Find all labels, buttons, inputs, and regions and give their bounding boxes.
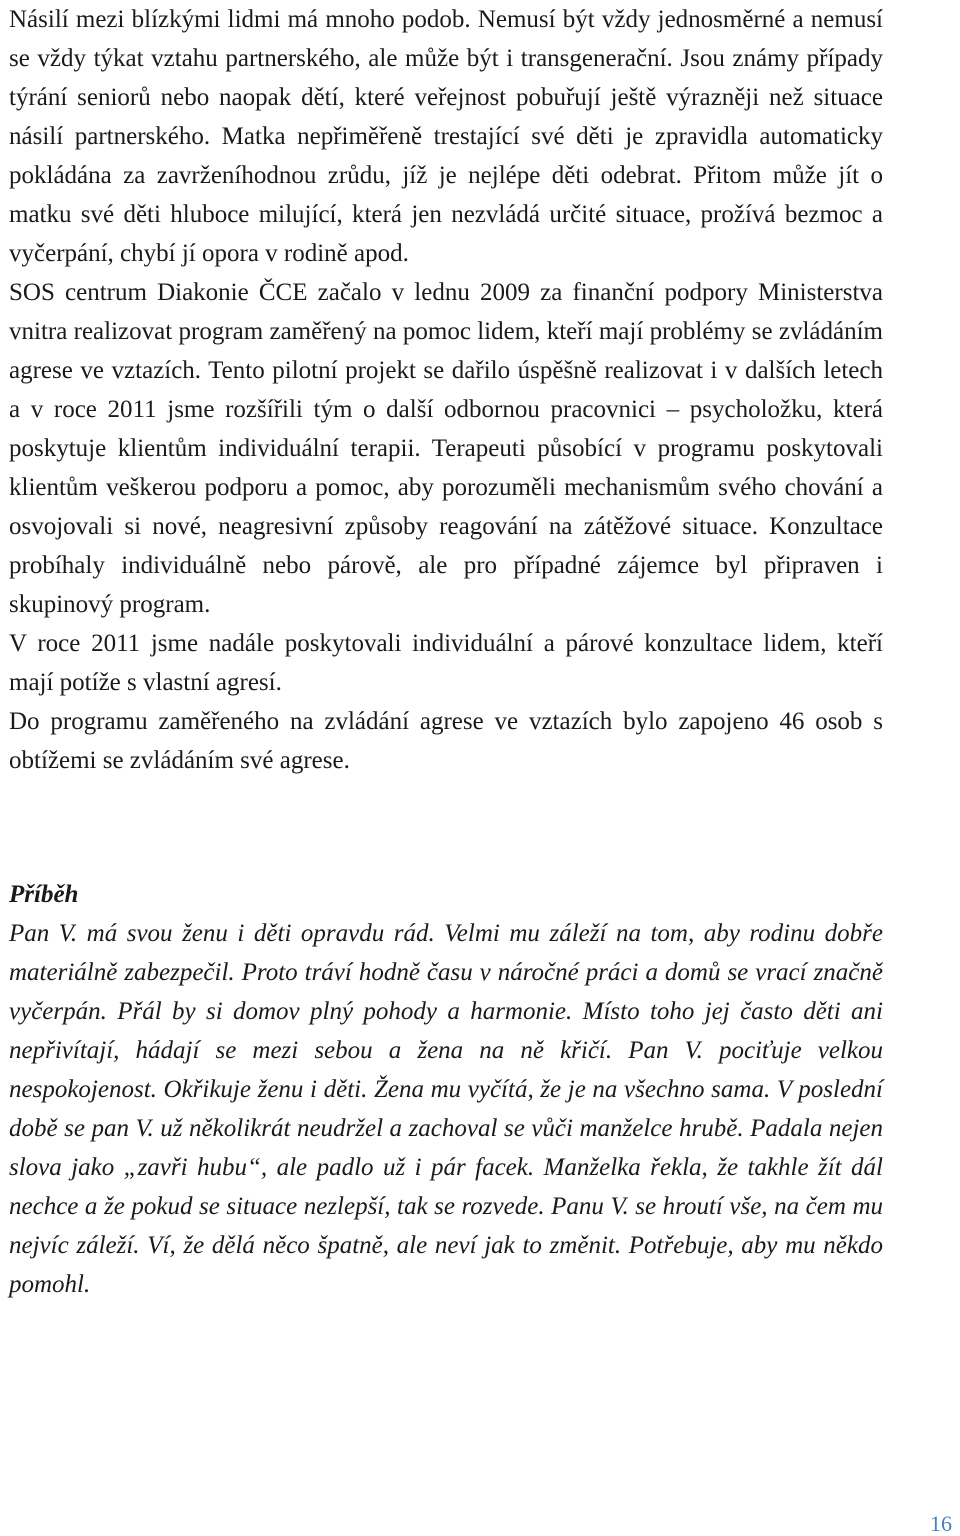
document-page (9, 0, 883, 1304)
section-spacer (9, 780, 883, 875)
story-text: Pan V. má svou ženu i děti opravdu rád. Velmi mu záleží na tom, aby rodinu dobře materiálně zabezpečil. Proto tráví hodně času v náročné práci a domů se vrací značně vyčerpán. Přál by si domov plný pohody a harmonie. Místo toho jej často děti ani nepřivítají, hádají se mezi sebou a žena na ně křičí. Pan V. pociťuje velkou nespokojenost. Okřikuje ženu i děti. Žena mu vyčítá, že je na všechno sama. V poslední době se pan V. už několikrát neudržel a zachoval se vůči manželce hrubě. Padala nejen slova jako „zavři hubu“, ale padlo už i pár facek. Manželka řekla, že takhle žít dál nechce a že pokud se situace nezlepší, tak se rozvede. Panu V. se hroutí vše, na čem mu nejvíc záleží. Ví, že dělá něco špatně, ale neví jak to změnit. Potřebuje, aby mu někdo pomohl. (9, 920, 883, 1298)
paragraph-participants: Do programu zaměřeného na zvládání agrese ve vztazích bylo zapojeno 46 osob s obtížemi se zvládáním své agrese. (9, 708, 883, 774)
paragraph-consultations-2011: V roce 2011 jsme nadále poskytovali individuální a párové konzultace lidem, kteří mají potíže s vlastní agresí. (9, 630, 883, 696)
paragraph-domestic-violence: Násilí mezi blízkými lidmi má mnoho podob. Nemusí být vždy jednosměrné a nemusí se vždy týkat vztahu partnerského, ale může být i transgenerační. Jsou známy případy týrání seniorů nebo naopak dětí, které veřejnost pobuřují ještě výrazněji než situace násilí partnerského. Matka nepřiměřeně trestající své děti je zpravidla automaticky pokládána za zavrženíhodnou zrůdu, jíž je nejlépe děti odebrat. Přitom může jít o matku své děti hluboce milující, která jen nezvládá určité situace, prožívá bezmoc a vyčerpání, chybí jí opora v rodině apod. (9, 6, 883, 267)
paragraph-sos-centrum: SOS centrum Diakonie ČCE začalo v lednu 2009 za finanční podpory Ministerstva vnitra realizovat program zaměřený na pomoc lidem, kteří mají problémy se zvládáním agrese ve vztazích. Tento pilotní projekt se dařilo úspěšně realizovat i v dalších letech a v roce 2011 jsme rozšířili tým o další odbornou pracovnici – psycholožku, která poskytuje klientům individuální terapii. Terapeuti působící v programu poskytovali klientům veškerou podporu a pomoc, aby porozuměli mechanismům svého chování a osvojovali si nové, neagresivní způsoby reagování na zátěžové situace. Konzultace probíhaly individuálně nebo párově, ale pro případné zájemce byl připraven i skupinový program. (9, 279, 883, 618)
story-heading: Příběh (9, 881, 79, 908)
page-number: 16 (930, 1511, 952, 1536)
